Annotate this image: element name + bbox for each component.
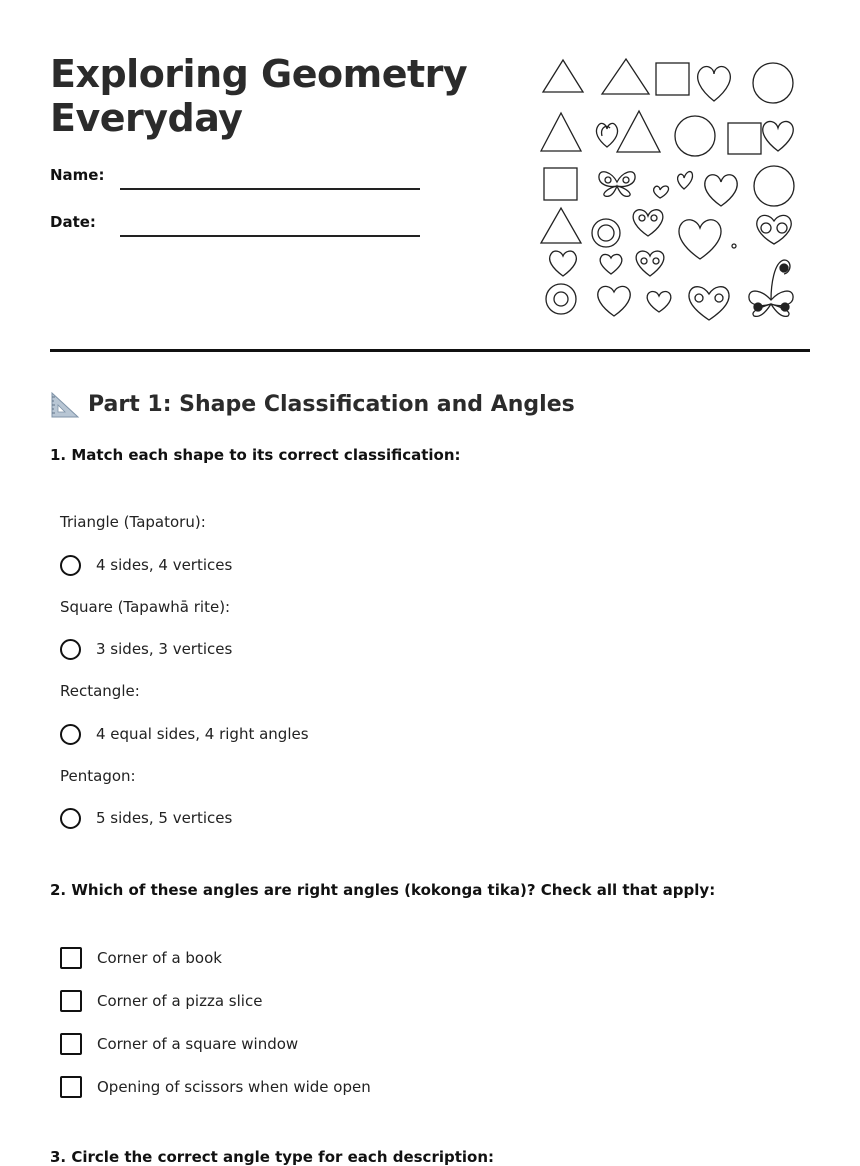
option-label: 3 sides, 3 vertices [96, 640, 233, 658]
q2-prompt: 2. Which of these angles are right angles (kokonga tika)? Check all that apply: [50, 881, 716, 899]
q1-radio-option[interactable] [60, 553, 232, 577]
circle-icon [753, 63, 793, 103]
q3-prompt: 3. Circle the correct angle type for each description: [50, 1148, 495, 1166]
radio-button[interactable] [60, 639, 81, 660]
square-icon [544, 168, 577, 200]
triangle-icon [541, 113, 581, 151]
heart-icon [763, 121, 793, 151]
heart-icon [600, 254, 622, 274]
decorated-heart-icon [633, 210, 663, 236]
decorated-heart-icon [598, 286, 630, 316]
koru-swirl-icon [598, 225, 614, 241]
koru-swirl-icon [780, 264, 788, 272]
koru-swirl-icon [777, 223, 787, 233]
koru-swirl-icon [641, 258, 647, 264]
name-write-line[interactable] [120, 188, 420, 190]
q1-shape-label: Triangle (Tapatoru): [60, 513, 206, 531]
heart-icon [698, 67, 731, 101]
radio-button[interactable] [60, 724, 81, 745]
option-label: Corner of a book [97, 949, 222, 967]
option-label: Corner of a square window [97, 1035, 299, 1053]
heart-icon [679, 220, 721, 259]
radio-button[interactable] [60, 808, 81, 829]
koru-swirl-icon [754, 303, 762, 311]
option-label: 4 sides, 4 vertices [96, 556, 233, 574]
koru-swirl-icon [651, 215, 657, 221]
q1-radio-option[interactable] [60, 806, 232, 830]
koru-swirl-icon [554, 292, 568, 306]
date-field-row [50, 213, 430, 237]
circle-icon [754, 166, 794, 206]
date-label: Date: [50, 213, 96, 231]
radio-button[interactable] [60, 555, 81, 576]
koru-swirl-icon [761, 223, 771, 233]
decorated-heart-icon [550, 251, 577, 276]
decorated-heart-icon [636, 251, 664, 276]
name-label: Name: [50, 166, 105, 184]
option-label: Corner of a pizza slice [97, 992, 263, 1010]
koru-swirl-icon [695, 294, 703, 302]
q2-checkbox-option[interactable] [60, 946, 222, 970]
triangle-icon [617, 111, 660, 152]
triangle-icon [541, 208, 581, 243]
name-field-row [50, 166, 430, 190]
square-icon [656, 63, 689, 95]
q1-radio-option[interactable] [60, 637, 232, 661]
option-label: 5 sides, 5 vertices [96, 809, 233, 827]
koru-swirl-icon [715, 294, 723, 302]
decorated-heart-icon [654, 186, 669, 198]
triangular-ruler-icon [50, 389, 80, 419]
koru-swirl-icon [653, 258, 659, 264]
checkbox[interactable] [60, 990, 82, 1012]
triangle-icon [543, 60, 583, 92]
q2-checkbox-option[interactable] [60, 1032, 298, 1056]
worksheet-title: Exploring Geometry Everyday [50, 52, 468, 140]
decorated-circle-icon [546, 284, 576, 314]
checkbox[interactable] [60, 1076, 82, 1098]
q1-shape-label: Square (Tapawhā rite): [60, 598, 231, 616]
q1-shape-label: Rectangle: [60, 682, 140, 700]
koru-swirl-icon [781, 303, 789, 311]
checkbox[interactable] [60, 1033, 82, 1055]
part1-title: Part 1: Shape Classification and Angles [88, 391, 575, 417]
dot-icon [732, 244, 736, 248]
q2-checkbox-option[interactable] [60, 989, 262, 1013]
heart-icon [647, 292, 671, 312]
shapes-illustration [538, 54, 800, 324]
heart-icon [705, 175, 737, 206]
circle-icon [675, 116, 715, 156]
option-label: Opening of scissors when wide open [97, 1078, 371, 1096]
butterfly-icon [599, 172, 635, 197]
butterfly-icon [689, 287, 729, 320]
q2-checkbox-option[interactable] [60, 1075, 371, 1099]
q1-shape-label: Pentagon: [60, 767, 136, 785]
koru-swirl-icon [623, 177, 629, 183]
square-icon [728, 123, 761, 154]
part1-heading [50, 387, 575, 421]
decorated-heart-icon [678, 172, 693, 189]
checkbox[interactable] [60, 947, 82, 969]
koru-swirl-icon [602, 126, 610, 136]
decorated-circle-icon [592, 219, 620, 247]
date-write-line[interactable] [120, 235, 420, 237]
q1-prompt: 1. Match each shape to its correct classification: [50, 446, 461, 464]
q1-radio-option[interactable] [60, 722, 309, 746]
triangle-icon [602, 59, 649, 94]
header-divider [50, 349, 810, 352]
koru-swirl-icon [605, 177, 611, 183]
koru-swirl-icon [639, 215, 645, 221]
option-label: 4 equal sides, 4 right angles [96, 725, 309, 743]
